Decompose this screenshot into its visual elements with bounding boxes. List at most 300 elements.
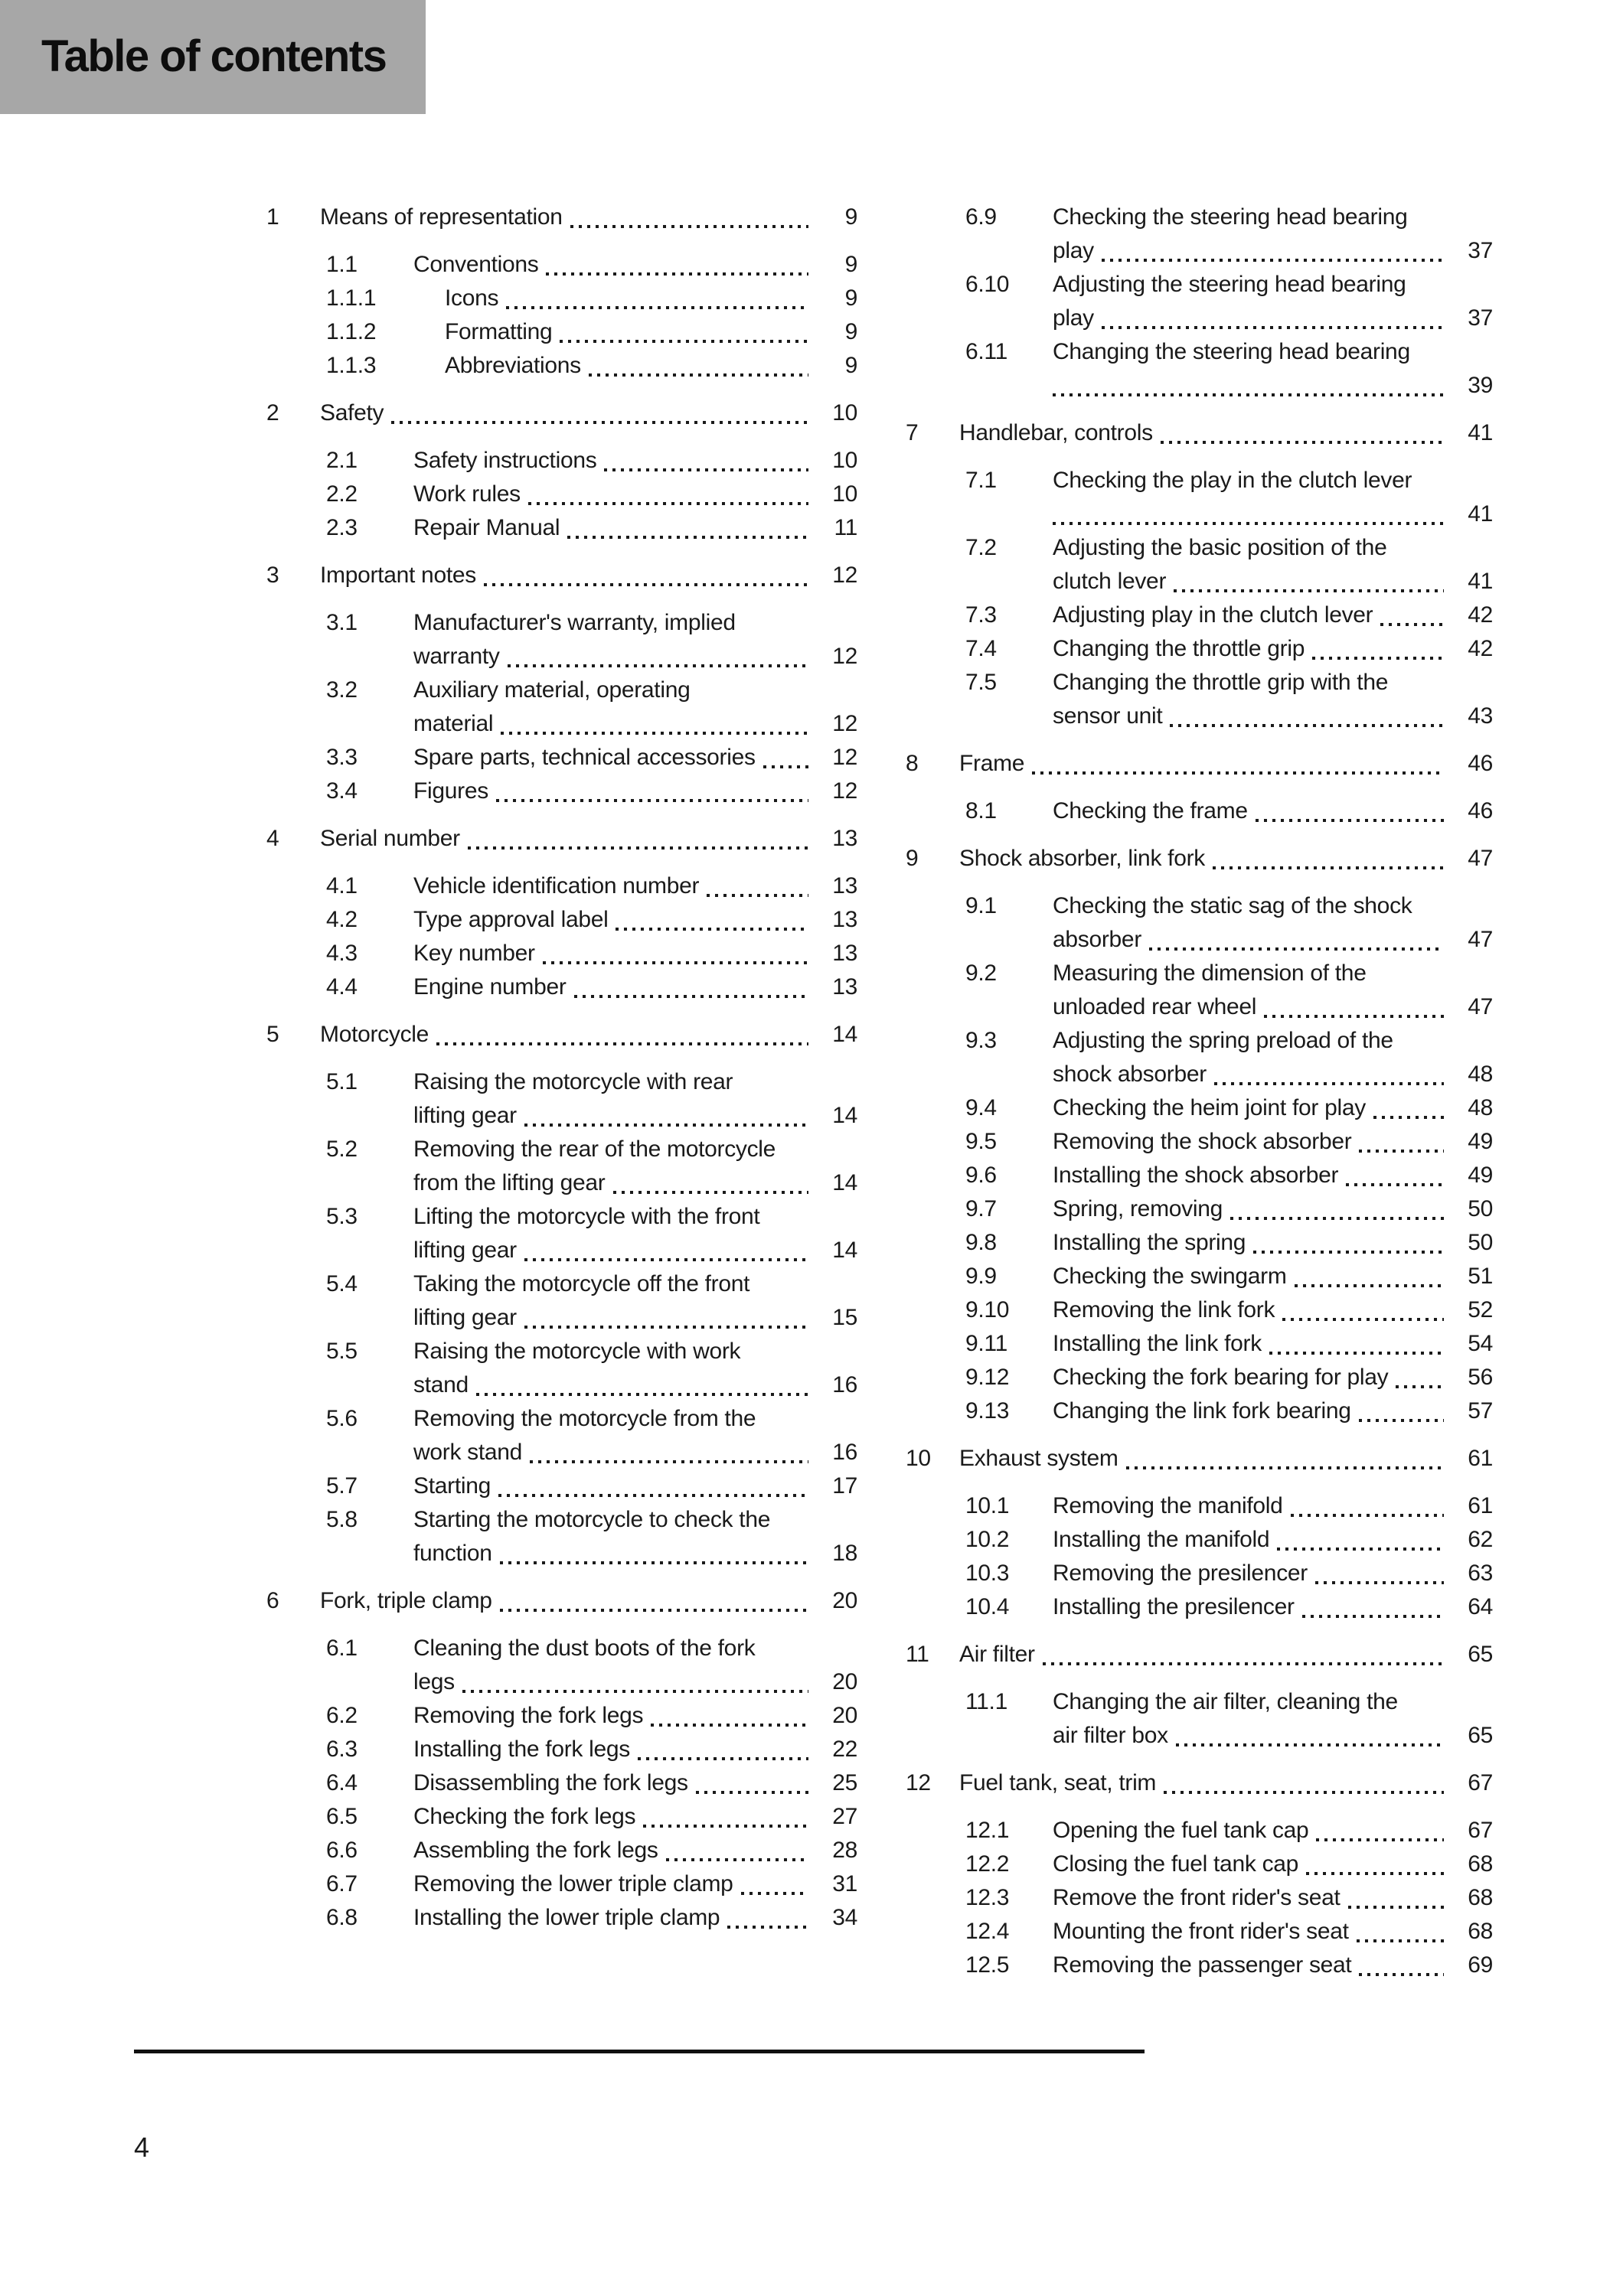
page-title: Table of contents bbox=[41, 31, 387, 81]
leader-dots bbox=[1359, 1419, 1444, 1422]
toc-entry-title-line: clutch lever bbox=[1053, 569, 1167, 594]
toc-sub-entry bbox=[906, 335, 1493, 403]
toc-entry-title-line: Spring, removing bbox=[1053, 1196, 1223, 1221]
toc-entry-title-line: Checking the swingarm bbox=[1053, 1264, 1287, 1289]
toc-entry-title-line: Taking the motorcycle off the front bbox=[413, 1271, 750, 1296]
page-header bbox=[0, 0, 426, 114]
toc-entry-page: 48 bbox=[1468, 1062, 1493, 1087]
toc-entry-number: 7 bbox=[906, 420, 919, 445]
toc-entry-number: 6.1 bbox=[326, 1636, 358, 1661]
leader-dots bbox=[727, 1926, 808, 1929]
toc-entry-title-line: Fuel tank, seat, trim bbox=[959, 1770, 1157, 1795]
leader-dots bbox=[530, 1460, 808, 1463]
toc-entry-page: 12 bbox=[832, 563, 857, 588]
toc-entry-number: 5.2 bbox=[326, 1137, 358, 1162]
toc-chapter-entry bbox=[266, 396, 857, 430]
leader-dots bbox=[1312, 657, 1444, 660]
toc-group bbox=[266, 201, 857, 383]
toc-entry-number: 1.1.2 bbox=[326, 319, 377, 344]
toc-sub-entry bbox=[906, 1557, 1493, 1590]
toc-entry-number: 6.9 bbox=[965, 204, 997, 230]
leader-dots bbox=[1174, 589, 1444, 592]
toc-entry-number: 1.1 bbox=[326, 252, 358, 277]
toc-sub-entry bbox=[906, 1192, 1493, 1226]
toc-sub-entry bbox=[266, 903, 857, 937]
toc-sub-entry bbox=[906, 957, 1493, 1024]
toc-entry-number: 2.2 bbox=[326, 481, 358, 507]
toc-entry-title-line: warranty bbox=[413, 644, 500, 669]
toc-entry-title-line: Measuring the dimension of the bbox=[1053, 960, 1367, 986]
toc-entry-number: 5.3 bbox=[326, 1204, 358, 1229]
toc-sub-entry bbox=[906, 1260, 1493, 1293]
page-number: 4 bbox=[134, 2131, 149, 2163]
toc-entry-title-line: Cleaning the dust boots of the fork bbox=[413, 1636, 756, 1661]
toc-entry-title-line: Auxiliary material, operating bbox=[413, 677, 691, 703]
toc-entry-title-line: Installing the shock absorber bbox=[1053, 1163, 1339, 1188]
toc-entry-number: 3 bbox=[266, 563, 279, 588]
toc-entry-title-line: Removing the motorcycle from the bbox=[413, 1406, 756, 1431]
toc-entry-page: 10 bbox=[832, 448, 857, 473]
toc-entry-title-line: Figures bbox=[413, 778, 488, 804]
toc-sub-entry bbox=[906, 1159, 1493, 1192]
leader-dots bbox=[501, 732, 808, 735]
leader-dots bbox=[1053, 393, 1444, 396]
toc-chapter-entry bbox=[906, 1766, 1493, 1800]
toc-sub-entry bbox=[266, 1632, 857, 1699]
toc-entry-title-line: play bbox=[1053, 238, 1094, 263]
toc-entry-page: 9 bbox=[844, 319, 857, 344]
toc-entry-page: 67 bbox=[1468, 1818, 1493, 1843]
toc-entry-title-line: shock absorber bbox=[1053, 1062, 1207, 1087]
toc-sub-entry bbox=[266, 1834, 857, 1867]
toc-entry-number: 6 bbox=[266, 1588, 279, 1613]
toc-sub-entry bbox=[906, 531, 1493, 598]
toc-entry-number: 9.5 bbox=[965, 1129, 997, 1154]
toc-sub-entry bbox=[906, 1327, 1493, 1361]
toc-entry-number: 12.4 bbox=[965, 1919, 1010, 1944]
toc-sub-entry bbox=[906, 889, 1493, 957]
toc-entry-page: 43 bbox=[1468, 703, 1493, 729]
toc-sub-entry bbox=[266, 444, 857, 478]
toc-chapter-entry bbox=[266, 559, 857, 592]
toc-entry-page: 47 bbox=[1468, 846, 1493, 871]
toc-entry-number: 4.2 bbox=[326, 907, 358, 932]
toc-sub-entry bbox=[906, 464, 1493, 531]
leader-dots bbox=[1316, 1838, 1444, 1841]
leader-dots bbox=[1102, 326, 1444, 329]
leader-dots bbox=[696, 1791, 808, 1794]
toc-entry-title-line: Fork, triple clamp bbox=[320, 1588, 492, 1613]
toc-entry-title-line: Changing the throttle grip with the bbox=[1053, 670, 1389, 695]
toc-entry-page: 18 bbox=[832, 1541, 857, 1566]
leader-dots bbox=[500, 1561, 808, 1564]
leader-dots bbox=[567, 536, 808, 539]
toc-sub-entry bbox=[266, 673, 857, 741]
toc-sub-entry bbox=[906, 201, 1493, 268]
toc-entry-title-line: Vehicle identification number bbox=[413, 873, 700, 899]
toc-entry-number: 3.3 bbox=[326, 745, 358, 770]
toc-group bbox=[906, 1638, 1493, 1753]
toc-sub-entry bbox=[266, 1766, 857, 1800]
toc-sub-entry bbox=[266, 1065, 857, 1133]
toc-chapter-entry bbox=[266, 1584, 857, 1618]
toc-entry-title-line: Raising the motorcycle with work bbox=[413, 1339, 741, 1364]
toc-entry-page: 49 bbox=[1468, 1129, 1493, 1154]
toc-entry-page: 12 bbox=[832, 778, 857, 804]
toc-entry-page: 42 bbox=[1468, 636, 1493, 661]
leader-dots bbox=[1359, 1973, 1444, 1976]
toc-entry-number: 4 bbox=[266, 826, 279, 851]
leader-dots bbox=[638, 1757, 808, 1760]
toc-entry-title-line: Icons bbox=[445, 285, 499, 311]
toc-entry-page: 46 bbox=[1468, 751, 1493, 776]
toc-entry-number: 10.3 bbox=[965, 1561, 1010, 1586]
leader-dots bbox=[1126, 1466, 1444, 1469]
toc-entry-number: 7.4 bbox=[965, 636, 997, 661]
toc-entry-page: 52 bbox=[1468, 1297, 1493, 1322]
toc-entry-page: 51 bbox=[1468, 1264, 1493, 1289]
toc-entry-title-line: Manufacturer's warranty, implied bbox=[413, 610, 736, 635]
toc-entry-title-line: Installing the manifold bbox=[1053, 1527, 1270, 1552]
toc-chapter-entry bbox=[266, 201, 857, 234]
toc-entry-title-line: Removing the manifold bbox=[1053, 1493, 1283, 1518]
toc-entry-page: 12 bbox=[832, 745, 857, 770]
toc-entry-title-line: Key number bbox=[413, 941, 535, 966]
toc-sub-entry bbox=[906, 1814, 1493, 1848]
toc-entry-title-line: Removing the passenger seat bbox=[1053, 1952, 1352, 1978]
toc-entry-title-line: Removing the rear of the motorcycle bbox=[413, 1137, 776, 1162]
toc-entry-title-line: lifting gear bbox=[413, 1238, 517, 1263]
toc-entry-number: 5.8 bbox=[326, 1507, 358, 1532]
leader-dots bbox=[543, 961, 808, 964]
toc-entry-number: 10 bbox=[906, 1446, 931, 1471]
toc-entry-title-line: Safety instructions bbox=[413, 448, 597, 473]
leader-dots bbox=[1230, 1217, 1444, 1220]
toc-sub-entry bbox=[906, 632, 1493, 666]
leader-dots bbox=[498, 1494, 808, 1497]
leader-dots bbox=[1161, 441, 1444, 444]
toc-entry-page: 64 bbox=[1468, 1594, 1493, 1619]
toc-sub-entry bbox=[266, 1503, 857, 1570]
toc-entry-page: 9 bbox=[844, 252, 857, 277]
toc-entry-page: 34 bbox=[832, 1905, 857, 1930]
toc-sub-entry bbox=[906, 1024, 1493, 1091]
toc-entry-page: 54 bbox=[1468, 1331, 1493, 1356]
toc-entry-title-line: Means of representation bbox=[320, 204, 563, 230]
toc-entry-number: 2.3 bbox=[326, 515, 358, 540]
toc-entry-title-line: Changing the air filter, cleaning the bbox=[1053, 1689, 1398, 1714]
leader-dots bbox=[574, 995, 808, 998]
toc-entry-page: 13 bbox=[832, 907, 857, 932]
toc-entry-title-line: Shock absorber, link fork bbox=[959, 846, 1205, 871]
leader-dots bbox=[1253, 1251, 1444, 1254]
toc-entry-title-line: Removing the fork legs bbox=[413, 1703, 644, 1728]
toc-entry-page: 13 bbox=[832, 941, 857, 966]
toc-entry-number: 3.4 bbox=[326, 778, 358, 804]
toc-entry-number: 2 bbox=[266, 400, 279, 426]
toc-sub-entry bbox=[266, 869, 857, 903]
toc-entry-page: 61 bbox=[1468, 1446, 1493, 1471]
toc-chapter-entry bbox=[266, 1018, 857, 1052]
toc-entry-title-line: Removing the shock absorber bbox=[1053, 1129, 1352, 1154]
leader-dots bbox=[1256, 819, 1444, 822]
leader-dots bbox=[391, 421, 808, 424]
toc-entry-number: 7.1 bbox=[965, 468, 997, 493]
toc-entry-page: 14 bbox=[832, 1238, 857, 1263]
toc-sub-entry bbox=[266, 511, 857, 545]
toc-group bbox=[266, 822, 857, 1004]
toc-sub-entry bbox=[266, 1402, 857, 1469]
toc-entry-page: 9 bbox=[844, 353, 857, 378]
toc-entry-title-line: Handlebar, controls bbox=[959, 420, 1153, 445]
leader-dots bbox=[1149, 947, 1444, 951]
toc-entry-number: 4.4 bbox=[326, 974, 358, 1000]
toc-group bbox=[906, 1766, 1493, 1982]
toc-entry-title-line: absorber bbox=[1053, 927, 1142, 952]
toc-entry-title-line: lifting gear bbox=[413, 1103, 517, 1128]
leader-dots bbox=[1302, 1615, 1444, 1618]
toc-entry-page: 57 bbox=[1468, 1398, 1493, 1424]
toc-entry-page: 49 bbox=[1468, 1163, 1493, 1188]
toc-entry-title-line: legs bbox=[413, 1669, 455, 1694]
leader-dots bbox=[1043, 1662, 1444, 1665]
toc-group bbox=[906, 201, 1493, 403]
toc-entry-number: 9.10 bbox=[965, 1297, 1010, 1322]
toc-entry-page: 68 bbox=[1468, 1919, 1493, 1944]
leader-dots bbox=[1214, 1082, 1444, 1085]
toc-entry-number: 9 bbox=[906, 846, 919, 871]
toc-sub-entry bbox=[266, 1267, 857, 1335]
toc-entry-title-line: Safety bbox=[320, 400, 384, 426]
toc-entry-number: 1.1.1 bbox=[326, 285, 377, 311]
toc-sub-entry bbox=[906, 1226, 1493, 1260]
toc-entry-number: 6.4 bbox=[326, 1770, 358, 1795]
leader-dots bbox=[524, 1124, 808, 1127]
toc-entry-title-line: play bbox=[1053, 305, 1094, 331]
toc-group bbox=[906, 416, 1493, 733]
toc-entry-page: 13 bbox=[832, 873, 857, 899]
toc-entry-number: 1 bbox=[266, 204, 279, 230]
toc-entry-page: 27 bbox=[832, 1804, 857, 1829]
toc-entry-page: 65 bbox=[1468, 1723, 1493, 1748]
toc-entry-number: 9.7 bbox=[965, 1196, 997, 1221]
toc-entry-page: 16 bbox=[832, 1372, 857, 1397]
leader-dots bbox=[1102, 259, 1444, 262]
toc-entry-title-line: Installing the spring bbox=[1053, 1230, 1246, 1255]
toc-sub-entry bbox=[906, 1848, 1493, 1881]
toc-entry-page: 41 bbox=[1468, 569, 1493, 594]
toc-entry-title-line: Changing the link fork bearing bbox=[1053, 1398, 1351, 1424]
toc-sub-entry bbox=[906, 1293, 1493, 1327]
leader-dots bbox=[546, 272, 808, 276]
toc-entry-title-line: stand bbox=[413, 1372, 469, 1397]
toc-entry-number: 5.7 bbox=[326, 1473, 358, 1499]
toc-entry-number: 3.2 bbox=[326, 677, 358, 703]
toc-entry-number: 6.7 bbox=[326, 1871, 358, 1896]
toc-group bbox=[266, 396, 857, 545]
toc-sub-entry bbox=[906, 1915, 1493, 1949]
leader-dots bbox=[462, 1690, 808, 1693]
toc-entry-page: 17 bbox=[832, 1473, 857, 1499]
toc-sub-entry bbox=[266, 606, 857, 673]
leader-dots bbox=[506, 306, 808, 309]
toc-entry-title-line: Conventions bbox=[413, 252, 539, 277]
toc-entry-title-line: Removing the presilencer bbox=[1053, 1561, 1308, 1586]
leader-dots bbox=[1359, 1150, 1444, 1153]
toc-entry-title-line: from the lifting gear bbox=[413, 1170, 606, 1195]
toc-sub-entry bbox=[266, 1867, 857, 1901]
toc-entry-title-line: Repair Manual bbox=[413, 515, 560, 540]
toc-entry-title-line: Removing the lower triple clamp bbox=[413, 1871, 733, 1896]
toc-entry-page: 46 bbox=[1468, 798, 1493, 823]
toc-group bbox=[266, 1584, 857, 1935]
toc-entry-title-line: Installing the lower triple clamp bbox=[413, 1905, 720, 1930]
toc-entry-page: 9 bbox=[844, 285, 857, 311]
toc-entry-title-line: work stand bbox=[413, 1440, 523, 1465]
toc-sub-entry bbox=[906, 598, 1493, 632]
toc-entry-page: 61 bbox=[1468, 1493, 1493, 1518]
toc-entry-title-line: Adjusting the spring preload of the bbox=[1053, 1028, 1393, 1053]
toc-entry-title-line: Checking the steering head bearing bbox=[1053, 204, 1408, 230]
toc-entry-title-line: Adjusting the steering head bearing bbox=[1053, 272, 1406, 297]
toc-entry-title-line: Formatting bbox=[445, 319, 553, 344]
toc-entry-page: 12 bbox=[832, 711, 857, 736]
leader-dots bbox=[1053, 522, 1444, 525]
toc-entry-number: 9.3 bbox=[965, 1028, 997, 1053]
toc-entry-page: 37 bbox=[1468, 305, 1493, 331]
toc-sub-entry bbox=[906, 1394, 1493, 1428]
toc-entry-title-line: Disassembling the fork legs bbox=[413, 1770, 688, 1795]
leader-dots bbox=[1291, 1514, 1444, 1517]
toc-column-right bbox=[906, 201, 1493, 1982]
toc-entry-title-line: Engine number bbox=[413, 974, 567, 1000]
toc-entry-title-line: function bbox=[413, 1541, 492, 1566]
footer-rule bbox=[134, 2050, 1145, 2053]
leader-dots bbox=[604, 468, 808, 471]
leader-dots bbox=[496, 799, 808, 802]
toc-entry-title-line: air filter box bbox=[1053, 1723, 1168, 1748]
toc-entry-page: 22 bbox=[832, 1737, 857, 1762]
toc-entry-title-line: Adjusting the basic position of the bbox=[1053, 535, 1387, 560]
toc-entry-title-line: Adjusting play in the clutch lever bbox=[1053, 602, 1373, 628]
toc-sub-entry bbox=[906, 1489, 1493, 1523]
toc-entry-page: 10 bbox=[832, 400, 857, 426]
toc-entry-number: 9.9 bbox=[965, 1264, 997, 1289]
toc-entry-title-line: Starting bbox=[413, 1473, 491, 1499]
toc-sub-entry bbox=[266, 1733, 857, 1766]
toc-column-left bbox=[266, 201, 857, 1935]
toc-entry-number: 9.8 bbox=[965, 1230, 997, 1255]
leader-dots bbox=[528, 502, 808, 505]
toc-entry-page: 68 bbox=[1468, 1851, 1493, 1877]
toc-entry-number: 11 bbox=[906, 1642, 929, 1667]
toc-entry-title-line: Checking the fork bearing for play bbox=[1053, 1365, 1389, 1390]
leader-dots bbox=[436, 1042, 808, 1045]
toc-entry-page: 41 bbox=[1468, 501, 1493, 527]
toc-entry-title-line: Checking the play in the clutch lever bbox=[1053, 468, 1412, 493]
toc-sub-entry bbox=[906, 1361, 1493, 1394]
toc-entry-number: 9.11 bbox=[965, 1331, 1007, 1356]
toc-entry-number: 4.1 bbox=[326, 873, 358, 899]
toc-entry-number: 5.1 bbox=[326, 1069, 358, 1094]
toc-entry-number: 12.5 bbox=[965, 1952, 1010, 1978]
toc-entry-page: 13 bbox=[832, 974, 857, 1000]
toc-entry-number: 10.1 bbox=[965, 1493, 1010, 1518]
toc-entry-page: 28 bbox=[832, 1838, 857, 1863]
toc-entry-title-line: Checking the static sag of the shock bbox=[1053, 893, 1412, 918]
toc-sub-entry bbox=[906, 1523, 1493, 1557]
toc-chapter-entry bbox=[906, 747, 1493, 781]
toc-entry-page: 37 bbox=[1468, 238, 1493, 263]
toc-sub-entry bbox=[266, 282, 857, 315]
toc-entry-number: 7.2 bbox=[965, 535, 997, 560]
toc-entry-title-line: Motorcycle bbox=[320, 1022, 429, 1047]
toc-entry-number: 11.1 bbox=[965, 1689, 1007, 1714]
toc-sub-entry bbox=[266, 1133, 857, 1200]
toc-entry-number: 6.2 bbox=[326, 1703, 358, 1728]
leader-dots bbox=[508, 664, 808, 667]
toc-entry-page: 56 bbox=[1468, 1365, 1493, 1390]
toc-sub-entry bbox=[906, 1125, 1493, 1159]
toc-entry-number: 12.1 bbox=[965, 1818, 1010, 1843]
toc-entry-number: 1.1.3 bbox=[326, 353, 377, 378]
toc-entry-page: 65 bbox=[1468, 1642, 1493, 1667]
toc-entry-number: 9.1 bbox=[965, 893, 997, 918]
toc-sub-entry bbox=[266, 937, 857, 970]
leader-dots bbox=[1264, 1015, 1444, 1018]
toc-entry-title-line: Spare parts, technical accessories bbox=[413, 745, 756, 770]
toc-entry-page: 11 bbox=[834, 515, 857, 540]
toc-entry-number: 6.6 bbox=[326, 1838, 358, 1863]
toc-sub-entry bbox=[906, 1949, 1493, 1982]
toc-entry-title-line: Work rules bbox=[413, 481, 521, 507]
toc-entry-page: 50 bbox=[1468, 1196, 1493, 1221]
leader-dots bbox=[1295, 1284, 1444, 1287]
toc-entry-page: 62 bbox=[1468, 1527, 1493, 1552]
toc-entry-number: 9.4 bbox=[965, 1095, 997, 1120]
leader-dots bbox=[1348, 1906, 1444, 1909]
leader-dots bbox=[1282, 1318, 1444, 1321]
leader-dots bbox=[616, 928, 808, 931]
toc-entry-title-line: Lifting the motorcycle with the front bbox=[413, 1204, 760, 1229]
toc-entry-page: 47 bbox=[1468, 994, 1493, 1019]
toc-entry-page: 14 bbox=[832, 1170, 857, 1195]
toc-entry-title-line: Installing the fork legs bbox=[413, 1737, 630, 1762]
leader-dots bbox=[1277, 1548, 1444, 1551]
leader-dots bbox=[763, 765, 808, 768]
toc-entry-page: 16 bbox=[832, 1440, 857, 1465]
toc-entry-number: 12.2 bbox=[965, 1851, 1010, 1877]
leader-dots bbox=[666, 1858, 808, 1861]
toc-entry-title-line: Changing the throttle grip bbox=[1053, 636, 1305, 661]
leader-dots bbox=[570, 225, 808, 228]
leader-dots bbox=[500, 1609, 808, 1612]
toc-group bbox=[906, 842, 1493, 1428]
toc-chapter-entry bbox=[906, 842, 1493, 876]
toc-entry-title-line: Installing the link fork bbox=[1053, 1331, 1262, 1356]
toc-entry-number: 4.3 bbox=[326, 941, 358, 966]
toc-group bbox=[266, 559, 857, 808]
leader-dots bbox=[524, 1258, 808, 1261]
toc-entry-page: 25 bbox=[832, 1770, 857, 1795]
leader-dots bbox=[1213, 866, 1444, 869]
leader-dots bbox=[1357, 1939, 1444, 1942]
leader-dots bbox=[1306, 1872, 1444, 1875]
toc-sub-entry bbox=[906, 1590, 1493, 1624]
toc-entry-title-line: Removing the link fork bbox=[1053, 1297, 1275, 1322]
toc-entry-number: 10.2 bbox=[965, 1527, 1010, 1552]
leader-dots bbox=[1032, 771, 1444, 775]
